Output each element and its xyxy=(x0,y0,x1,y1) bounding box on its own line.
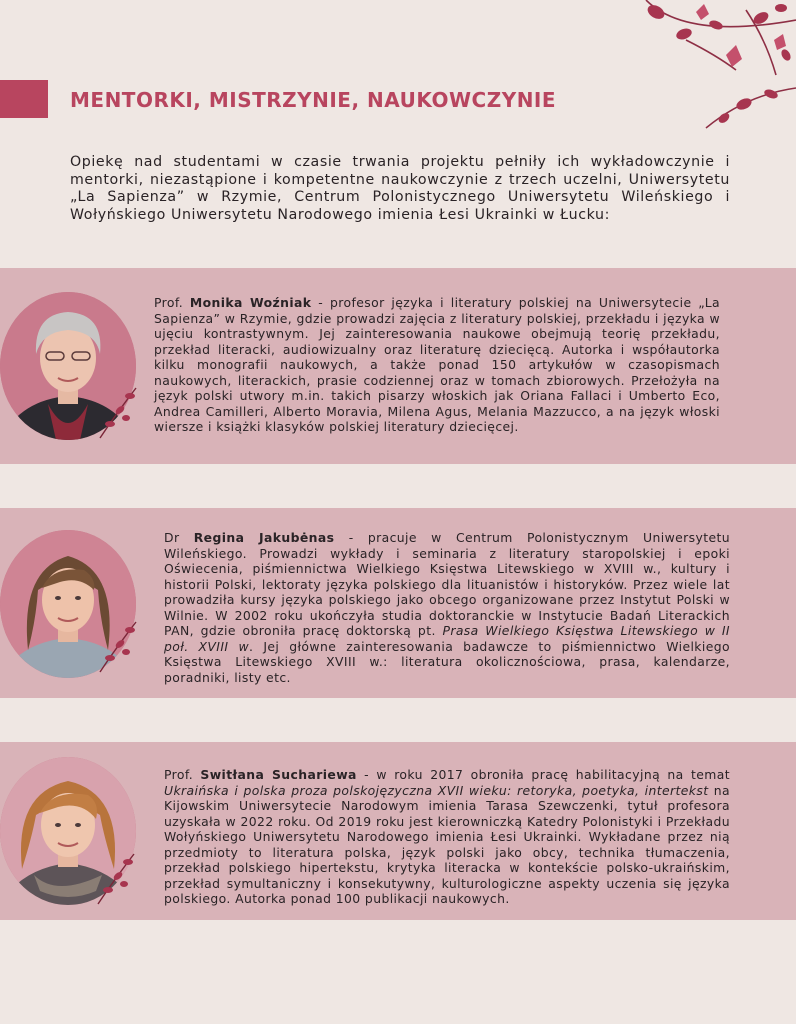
mentor-title: Prof. xyxy=(154,295,190,310)
mentor-title: Dr xyxy=(164,530,194,545)
mentor-bio xyxy=(164,530,730,685)
mentor-bio xyxy=(164,767,730,907)
page-title: MENTORKI, MISTRZYNIE, NAUKOWCZYNIE xyxy=(70,88,557,112)
floral-sprig-icon xyxy=(96,618,140,674)
mentor-description: - w roku 2017 obroniła pracę habilitacyjną na temat xyxy=(356,767,730,782)
mentor-bio xyxy=(154,295,720,435)
intro-paragraph: Opiekę nad studentami w czasie trwania projektu pełniły ich wykładowczynie i mentorki, niezastąpione i kompetentne naukowczynie z trzech uczelni, Uniwersytetu „La Sapienza” w Rzymie, Centrum Polonistycznego Uniwersytetu Wileńskiego i Wołyńskiego Uniwersytetu Narodowego imienia Łesi Ukrainki w Łucku: xyxy=(70,154,730,223)
floral-sprig-icon xyxy=(96,384,140,440)
mentor-name: Switłana Suchariewa xyxy=(200,767,357,782)
habilitation-title: Ukraińska i polska proza polskojęzyczna XVII wieku: retoryka, poetyka, intertekst xyxy=(164,782,709,798)
mentor-title: Prof. xyxy=(164,767,201,782)
floral-corner-decoration xyxy=(626,0,796,130)
mentor-description: - pracuje w Centrum Polonistycznym Uniwersytetu Wileńskiego. Prowadzi wykłady i seminaria z literatury staropolskiej i epoki Oświecenia, piśmiennictwa Wielkiego Księstwa Litewskiego w XVIII w., kultury i historii Polski, lektoraty języka polskiego dla lituanistów i historyków. Przez wiele lat prowadziła kursy języka polskiego jako obcego organizowane przez Instytut Polski w Wilnie. W 2002 roku ukończyła studia doktoranckie w Instytucie Badań Literackich PAN, gdzie obroniła pracę doktorską pt. xyxy=(164,530,731,638)
mentor-name: Regina Jakubėnas xyxy=(193,530,335,545)
floral-sprig-icon xyxy=(94,850,138,906)
dissertation-title: Prasa Wielkiego Księstwa Litewskiego w II poł. XVIII w xyxy=(164,623,730,654)
title-marker-bar xyxy=(0,80,48,118)
mentor-description-continued: . Jej główne zainteresowania badawcze to piśmiennictwo Wielkiego Księstwa Litewskiego XVIII w.: literatura okolicznościowa, prasa, kalendarze, poradniki, listy etc. xyxy=(164,638,730,685)
mentor-name: Monika Woźniak xyxy=(189,295,312,310)
mentor-description: - profesor języka i literatury polskiej na Uniwersytecie „La Sapienza” w Rzymie, gdzie prowadzi zajęcia z literatury polskiej, przekładu i języka w ujęciu kontrastywnym. Jej zainteresowania naukowe obejmują teorię przekładu, przekład literacki, audiowizualny oraz literaturę dziecięcą. Autorka i współautorka kilku monografii naukowych, a także ponad 150 artykułów w czasopismach naukowych, literackich, prasie codziennej oraz w tomach zbiorowych. Przełożyła na język polski utwory m.in. takich pisarzy włoskich jak Oriana Fallaci i Umberto Eco, Andrea Camilleri, Alberto Moravia, Milena Agus, Melania Mazzucco, a na język włoski wiersze i książki klasyków polskiej literatury dziecięcej. xyxy=(154,295,720,434)
mentor-description-continued: na Kijowskim Uniwersytecie Narodowym imienia Tarasa Szewczenki, tytuł profesora uzyskała w 2022 roku. Od 2019 roku jest kierowniczką Katedry Polonistyki i Przekładu Wołyńskiego Uniwersytetu Narodowego imienia Łesi Ukrainki. Wykładane przez nią przedmioty to literatura polska, język polski jako obcy, technika tłumaczenia, przekład polskiego hipertekstu, krytyka literacka w kontekście polsko-ukraińskim, przekład symultaniczny i konsekutywny, kulturologiczne aspekty uczenia się języka polskiego. Autorka ponad 100 publikacji naukowych. xyxy=(164,782,730,906)
